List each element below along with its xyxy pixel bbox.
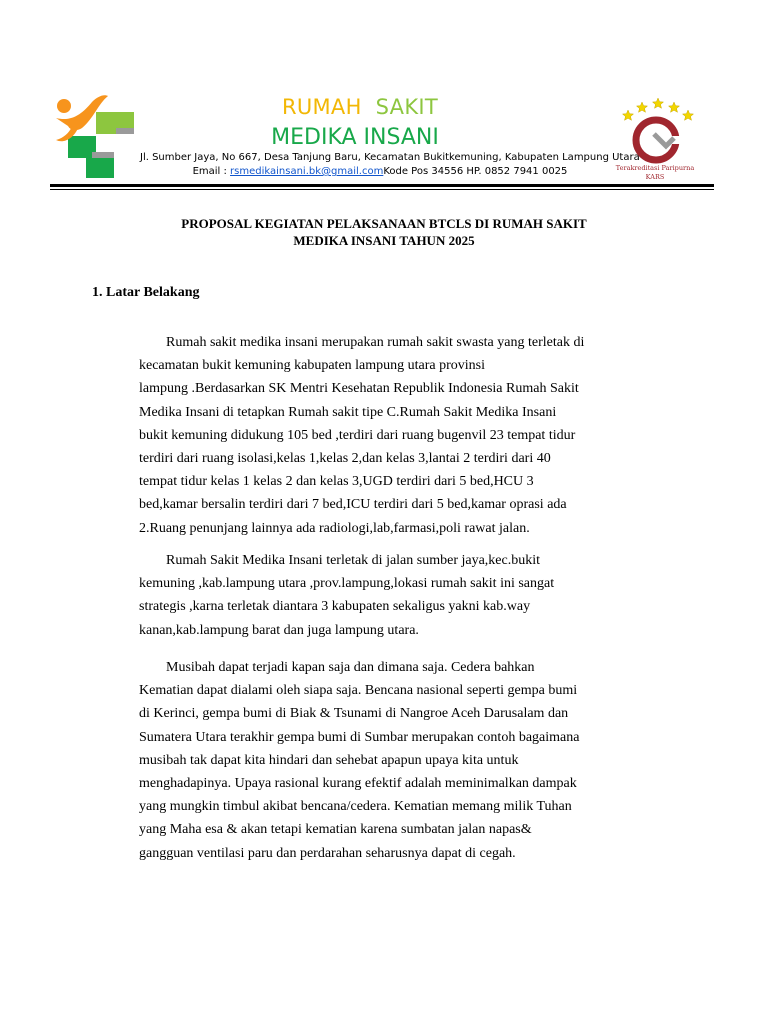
paragraph-line: lampung .Berdasarkan SK Mentri Kesehatan Republik Indonesia Rumah Sakit	[139, 381, 579, 397]
title-line1: PROPOSAL KEGIATAN PELAKSANAAN BTCLS DI RUMAH SAKIT	[181, 216, 587, 231]
paragraph-line: yang mungkin timbul akibat bencana/cedera. Kematian memang milik Tuhan	[139, 799, 572, 815]
accreditation-line2: KARS	[645, 173, 665, 181]
paragraph-line: di Kerinci, gempa bumi di Biak & Tsunami di Nangroe Aceh Darusalam dan	[139, 706, 569, 722]
paragraph-line: 2.Ruang penunjang lainnya ada radiologi,lab,farmasi,poli rawat jalan.	[139, 520, 530, 536]
paragraph-3	[139, 656, 639, 865]
paragraph-line: kanan,kab.lampung barat dan juga lampung utara.	[139, 622, 419, 638]
paragraph-2	[139, 549, 639, 642]
hospital-name-word1: RUMAH	[281, 95, 362, 119]
email-label: Email :	[192, 166, 227, 177]
paragraph-line: kemuning ,kab.lampung utara ,prov.lampung,lokasi rumah sakit ini sangat	[139, 576, 555, 592]
kars-caption	[600, 164, 710, 182]
hospital-name-word2: SAKIT	[375, 95, 439, 119]
paragraph-line: bed,kamar bersalin terdiri dari 7 bed,ICU terdiri dari 5 bed,kamar oprasi ada	[139, 497, 567, 513]
paragraph-line: yang Maha esa & akan tetapi kematian karena sumbatan jalan napas&	[139, 822, 532, 838]
hospital-name-line2: MEDIKA INSANI	[271, 125, 439, 150]
hospital-address: Jl. Sumber Jaya, No 667, Desa Tanjung Baru, Kecamatan Bukitkemuning, Kabupaten Lampung Utara	[140, 152, 640, 163]
postal-phone: Kode Pos 34556 HP. 0852 7941 0025	[383, 166, 568, 177]
header-divider-thin	[50, 189, 714, 190]
paragraph-1	[139, 331, 639, 540]
paragraph-line: Musibah dapat terjadi kapan saja dan dimana saja. Cedera bahkan	[166, 660, 535, 675]
header-divider-thick	[50, 184, 714, 187]
paragraph-line: terdiri dari ruang isolasi,kelas 1,kelas 2,dan kelas 3,lantai 2 terdiri dari 40	[139, 451, 551, 467]
email-link[interactable]: rsmedikainsani.bk@gmail.com	[230, 166, 384, 177]
paragraph-line: Rumah Sakit Medika Insani terletak di jalan sumber jaya,kec.bukit	[166, 553, 541, 568]
hospital-contact	[140, 166, 620, 177]
paragraph-line: gangguan ventilasi paru dan perdarahan seharusnya dapat di cegah.	[139, 845, 516, 861]
paragraph-line: Medika Insani di tetapkan Rumah sakit tipe C.Rumah Sakit Medika Insani	[139, 404, 557, 420]
accreditation-line1: Terakreditasi Paripurna	[615, 164, 695, 172]
paragraph-line: Sumatera Utara terakhir gempa bumi di Sumbar merupakan contoh bagaimana	[139, 729, 580, 745]
paragraph-line: tempat tidur kelas 1 kelas 2 dan kelas 3,UGD terdiri dari 5 bed,HCU 3	[139, 474, 534, 490]
paragraph-line: menghadapinya. Upaya rasional kurang efektif adalah meminimalkan dampak	[139, 776, 577, 792]
title-line2: MEDIKA INSANI TAHUN 2025	[293, 233, 475, 248]
paragraph-line: kecamatan bukit kemuning kabupaten lampung utara provinsi	[139, 358, 486, 374]
section-heading: 1. Latar Belakang	[92, 285, 200, 300]
document-title	[100, 215, 668, 249]
paragraph-line: bukit kemuning didukung 105 bed ,terdiri dari ruang bugenvil 23 tempat tidur	[139, 427, 576, 443]
paragraph-line: Rumah sakit medika insani merupakan rumah sakit swasta yang terletak di	[166, 335, 585, 350]
paragraph-line: strategis ,karna terletak diantara 3 kabupaten sekaligus yakni kab.way	[139, 599, 531, 615]
paragraph-line: Kematian dapat dialami oleh siapa saja. Bencana nasional seperti gempa bumi	[139, 683, 578, 699]
paragraph-line: musibah tak dapat kita hindari dan sehebat apapun upaya kita untuk	[139, 752, 519, 768]
